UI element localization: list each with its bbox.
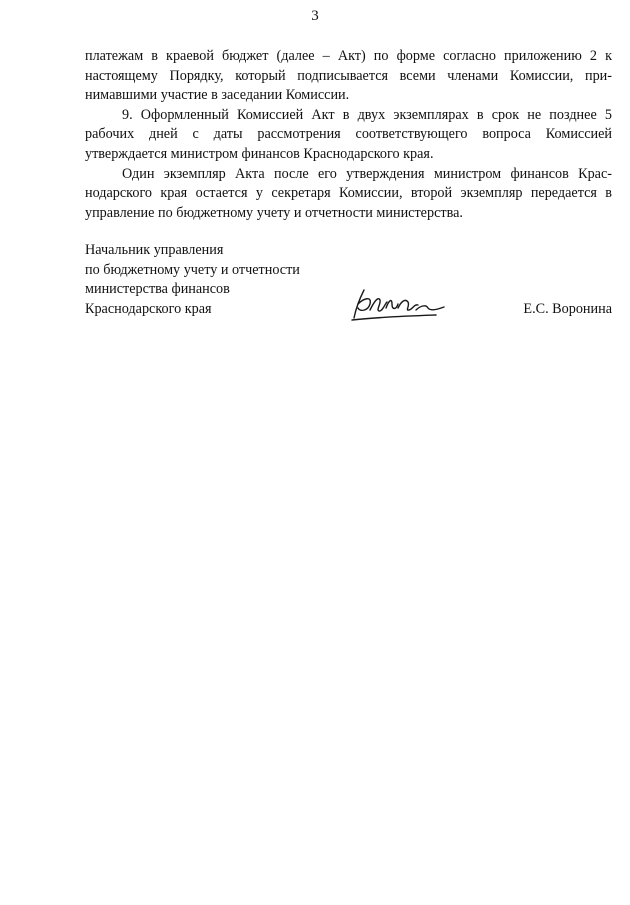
signatory-name: Е.С. Воронина [523,300,612,317]
page-number: 3 [311,8,319,24]
signatory-title-line: по бюджетному учету и отчетности [85,261,300,278]
paragraph-continuation: платежам в краевой бюджет (далее – Акт) по форме согласно приложению 2 к настоящему Порядку, который подписывается всеми членами Комиссии, принимавшими участие в заседании Комиссии. [85,48,612,104]
signatory-title-line: министерства финансов [85,281,230,298]
signatory-title-line: Начальник управления [85,242,224,258]
handwritten-signature [348,284,448,324]
paragraph-item-9: 9. Оформленный Комиссией Акт в двух экземплярах в срок не позднее 5 рабочих дней с даты рассмотрения соответствующего вопроса Комиссией утверждается министром финансов Краснодарского края. [85,106,612,162]
signatory-title-line: Краснодарского края [85,300,212,317]
body-text [85,47,612,223]
paragraph-copies: Один экземпляр Акта после его утверждения министром финансов Краснодарского края остается у секретаря Комиссии, второй экземпляр передается в управление по бюджетному учету и отчетности министерства. [85,165,612,221]
signature-block [85,241,612,319]
